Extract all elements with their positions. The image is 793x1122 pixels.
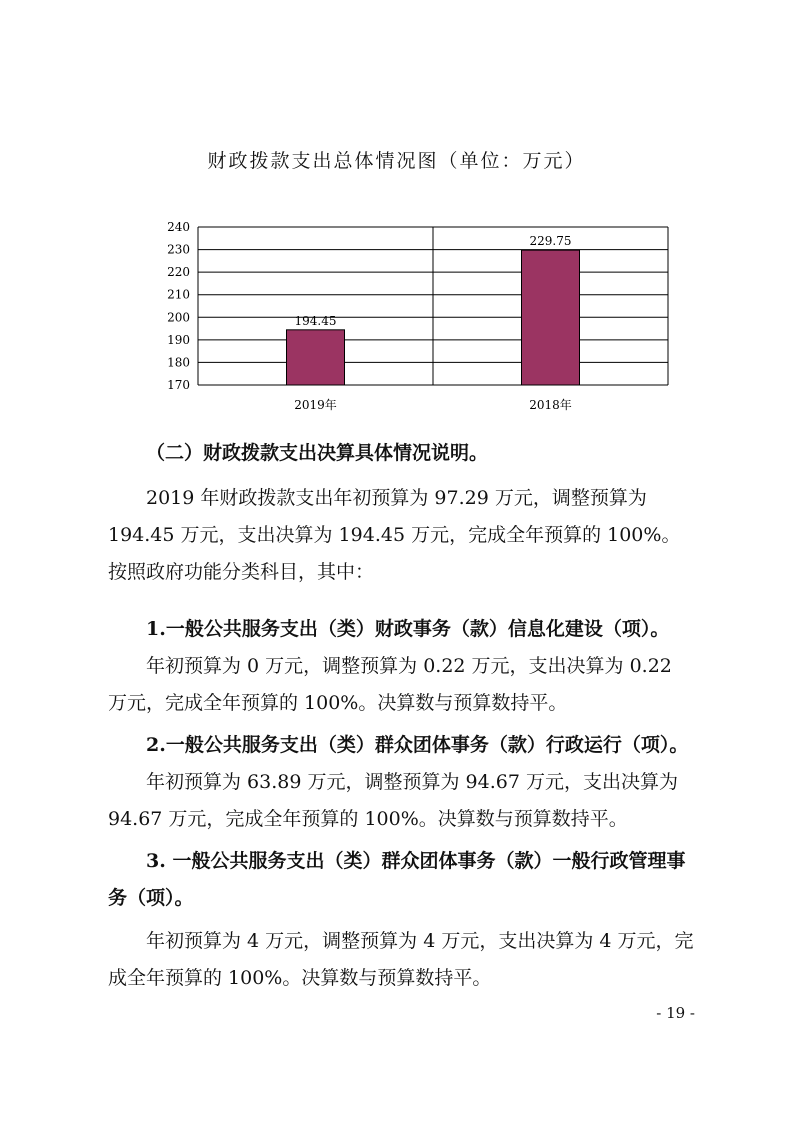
section-heading: （二）财政拨款支出决算具体情况说明。 — [146, 442, 489, 464]
paragraph-intro: 2019 年财政拨款支出年初预算为 97.29 万元，调整预算为 194.45 万元，支出决算为 194.45 万元，完成全年预算的 100%。按照政府功能分类科目，其中： — [108, 487, 681, 583]
item1-body: 年初预算为 0 万元，调整预算为 0.22 万元，支出决算为 0.22 万元，完成全年预算的 100%。决算数与预算数持平。 — [108, 655, 672, 714]
x-tick-label: 2019年 — [294, 398, 337, 412]
data-label: 194.45 — [294, 313, 337, 328]
y-tick-label: 210 — [167, 287, 190, 302]
chart-title: 财政拨款支出总体情况图（单位：万元） — [207, 150, 586, 172]
item3-heading: 3. 一般公共服务支出（类）群众团体事务（款）一般行政管理事务（项）。 — [108, 850, 686, 909]
item2-body: 年初预算为 63.89 万元，调整预算为 94.67 万元，支出决算为 94.67 万元，完成全年预算的 100%。决算数与预算数持平。 — [108, 771, 678, 830]
y-tick-label: 200 — [167, 310, 190, 325]
bar — [287, 330, 345, 385]
y-tick-label: 180 — [167, 355, 190, 370]
data-label: 229.75 — [529, 234, 572, 249]
y-tick-label: 240 — [167, 220, 190, 234]
bar-chart — [150, 215, 680, 425]
y-tick-label: 190 — [167, 332, 190, 347]
item1-heading: 1.一般公共服务支出（类）财政事务（款）信息化建设（项）。 — [146, 618, 670, 640]
page-number: - 19 - — [656, 1004, 695, 1022]
bar — [522, 250, 580, 385]
y-tick-label: 170 — [167, 378, 190, 392]
item3-body: 年初预算为 4 万元，调整预算为 4 万元，支出决算为 4 万元，完成全年预算的 100%。决算数与预算数持平。 — [108, 930, 694, 989]
item2-heading: 2.一般公共服务支出（类）群众团体事务（款）行政运行（项）。 — [146, 734, 689, 756]
x-tick-label: 2018年 — [529, 398, 572, 412]
y-tick-label: 230 — [167, 242, 190, 257]
y-tick-label: 220 — [167, 265, 190, 280]
